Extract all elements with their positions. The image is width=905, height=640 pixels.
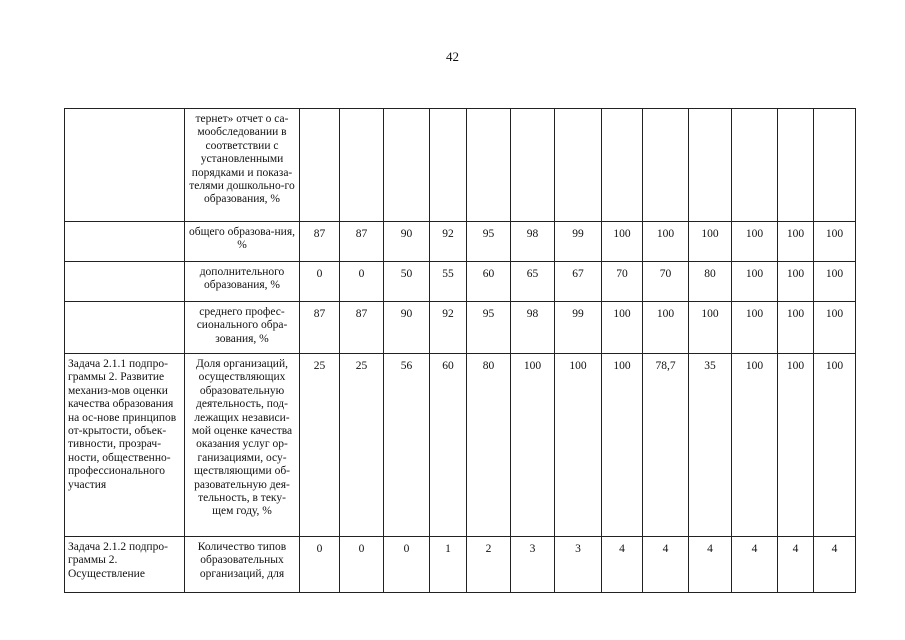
- value-cell: 100: [814, 222, 856, 262]
- value-cell: 0: [340, 262, 384, 302]
- value-cell: 100: [778, 302, 814, 354]
- table-row: [65, 354, 856, 537]
- indicator-cell: Количество типов образовательных организаций, для: [185, 537, 300, 593]
- value-cell: 70: [602, 262, 643, 302]
- value-cell: 4: [643, 537, 689, 593]
- value-cell: [511, 109, 555, 222]
- value-cell: [643, 109, 689, 222]
- value-cell: 100: [511, 354, 555, 537]
- value-cell: 60: [467, 262, 511, 302]
- task-cell: [65, 302, 185, 354]
- value-cell: 60: [430, 354, 467, 537]
- value-cell: [732, 109, 778, 222]
- value-cell: 70: [643, 262, 689, 302]
- value-cell: 100: [732, 302, 778, 354]
- value-cell: [814, 109, 856, 222]
- value-cell: 0: [384, 537, 430, 593]
- value-cell: 100: [643, 302, 689, 354]
- value-cell: 0: [300, 262, 340, 302]
- value-cell: 100: [732, 222, 778, 262]
- task-cell: Задача 2.1.1 подпро-граммы 2. Развитие механиз-мов оценки качества образования на ос-нове принципов от-крытости, объек-тивности, прозрач-ности, общественно-профессионального участия: [65, 354, 185, 537]
- value-cell: 4: [814, 537, 856, 593]
- value-cell: 3: [555, 537, 602, 593]
- value-cell: 100: [555, 354, 602, 537]
- value-cell: 100: [643, 222, 689, 262]
- value-cell: 100: [732, 262, 778, 302]
- value-cell: [430, 109, 467, 222]
- table-row: [65, 302, 856, 354]
- value-cell: 65: [511, 262, 555, 302]
- indicator-cell: тернет» отчет о са-мообследовании в соответствии с установленными порядками и показа-телями дошкольно-го образования, %: [185, 109, 300, 222]
- value-cell: 87: [300, 222, 340, 262]
- value-cell: 0: [300, 537, 340, 593]
- value-cell: 100: [602, 222, 643, 262]
- value-cell: [689, 109, 732, 222]
- indicator-table: [64, 108, 856, 593]
- value-cell: 100: [814, 302, 856, 354]
- value-cell: 87: [340, 222, 384, 262]
- value-cell: 4: [732, 537, 778, 593]
- value-cell: 100: [814, 354, 856, 537]
- value-cell: 35: [689, 354, 732, 537]
- value-cell: 100: [778, 354, 814, 537]
- value-cell: 1: [430, 537, 467, 593]
- task-cell: [65, 222, 185, 262]
- value-cell: 95: [467, 302, 511, 354]
- value-cell: [602, 109, 643, 222]
- value-cell: 100: [689, 222, 732, 262]
- table-row: [65, 222, 856, 262]
- value-cell: 100: [732, 354, 778, 537]
- value-cell: [778, 109, 814, 222]
- value-cell: 4: [602, 537, 643, 593]
- value-cell: 98: [511, 302, 555, 354]
- task-cell: [65, 109, 185, 222]
- value-cell: [300, 109, 340, 222]
- value-cell: 67: [555, 262, 602, 302]
- value-cell: 100: [602, 302, 643, 354]
- value-cell: [384, 109, 430, 222]
- value-cell: 100: [778, 262, 814, 302]
- page-number: 42: [446, 49, 459, 64]
- value-cell: 87: [300, 302, 340, 354]
- value-cell: 80: [689, 262, 732, 302]
- value-cell: 100: [778, 222, 814, 262]
- value-cell: 0: [340, 537, 384, 593]
- task-cell: Задача 2.1.2 подпро-граммы 2. Осуществление: [65, 537, 185, 593]
- value-cell: 92: [430, 222, 467, 262]
- value-cell: 78,7: [643, 354, 689, 537]
- table-row: [65, 262, 856, 302]
- value-cell: 25: [300, 354, 340, 537]
- value-cell: 90: [384, 302, 430, 354]
- value-cell: 80: [467, 354, 511, 537]
- indicator-cell: дополнительного образования, %: [185, 262, 300, 302]
- value-cell: 87: [340, 302, 384, 354]
- value-cell: 90: [384, 222, 430, 262]
- value-cell: 55: [430, 262, 467, 302]
- value-cell: 99: [555, 222, 602, 262]
- value-cell: 100: [814, 262, 856, 302]
- indicator-cell: общего образова-ния, %: [185, 222, 300, 262]
- indicator-cell: среднего профес-сионального обра-зования, %: [185, 302, 300, 354]
- task-cell: [65, 262, 185, 302]
- value-cell: 95: [467, 222, 511, 262]
- value-cell: 3: [511, 537, 555, 593]
- value-cell: [555, 109, 602, 222]
- value-cell: 92: [430, 302, 467, 354]
- value-cell: 100: [602, 354, 643, 537]
- value-cell: 98: [511, 222, 555, 262]
- value-cell: [467, 109, 511, 222]
- table-row: [65, 537, 856, 593]
- value-cell: 56: [384, 354, 430, 537]
- value-cell: 25: [340, 354, 384, 537]
- value-cell: [340, 109, 384, 222]
- value-cell: 4: [778, 537, 814, 593]
- indicator-cell: Доля организаций, осуществляющих образовательную деятельность, под-лежащих независи-мой оценке качества оказания услуг ор-ганизациями, осу-ществляющими об-разовательную дея-тельность, в теку-щем году, %: [185, 354, 300, 537]
- value-cell: 50: [384, 262, 430, 302]
- value-cell: 100: [689, 302, 732, 354]
- value-cell: 99: [555, 302, 602, 354]
- value-cell: 4: [689, 537, 732, 593]
- value-cell: 2: [467, 537, 511, 593]
- table-row: [65, 109, 856, 222]
